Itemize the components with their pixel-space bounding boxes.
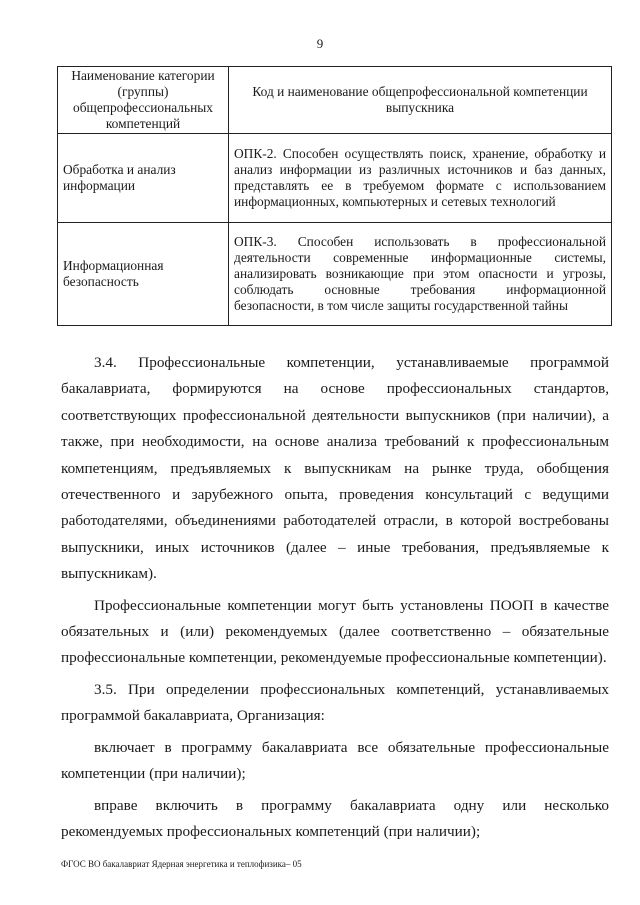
paragraph: вправе включить в программу бакалавриата одну или несколько рекомендуемых профессиональных компетенций (при наличии); [61,796,609,840]
competency-table [57,66,612,326]
footer-text: ФГОС ВО бакалавриат Ядерная энергетика и теплофизика– 05 [61,859,302,869]
table-row [58,134,612,223]
table-cell-competency: ОПК-3. Способен использовать в профессиональной деятельности современные информационные системы, анализировать возникающие при этом опасности и угрозы, соблюдать основные требования информационной безопасности, в том числе защиты государственной тайны [229,223,612,326]
page-number: 9 [316,36,324,51]
paragraph: 3.5. При определении профессиональных компетенций, устанавливаемых программой бакалавриата, Организация: [61,680,609,725]
paragraph: включает в программу бакалавриата все обязательные профессиональные компетенции (при наличии); [61,738,609,783]
table-cell-category: Обработка и анализ информации [58,134,229,223]
paragraph: Профессиональные компетенции могут быть установлены ПООП в качестве обязательных и (или) рекомендуемых (далее соответственно – обязательные профессиональные компетенции, рекомендуемые профессиональные компетенции). [61,596,609,667]
table-cell-competency: ОПК-2. Способен осуществлять поиск, хранение, обработку и анализ информации из различных источников и баз данных, представлять ее в требуемом формате с использованием информационных, компьютерных и сетевых технологий [229,134,612,223]
table-header-row [58,67,612,134]
table-cell-category: Информационная безопасность [58,223,229,326]
table-header-competency: Код и наименование общепрофессиональной компетенции выпускника [229,67,612,134]
table-row [58,223,612,326]
body-text [61,350,609,850]
table-header-category: Наименование категории (группы) общепрофессиональных компетенций [58,67,229,134]
paragraph: 3.4. Профессиональные компетенции, устанавливаемые программой бакалавриата, формируются на основе профессиональных стандартов, соответствующих профессиональной деятельности выпускников (при наличии), а также, при необходимости, на основе анализа требований к профессиональным компетенциям, предъявляемых к выпускникам на рынке труда, обобщения отечественного и зарубежного опыта, проведения консультаций с ведущими работодателями, объединениями работодателей отрасли, в которой востребованы выпускники, иных источников (далее – иные требования, предъявляемые к выпускникам). [61,354,609,583]
